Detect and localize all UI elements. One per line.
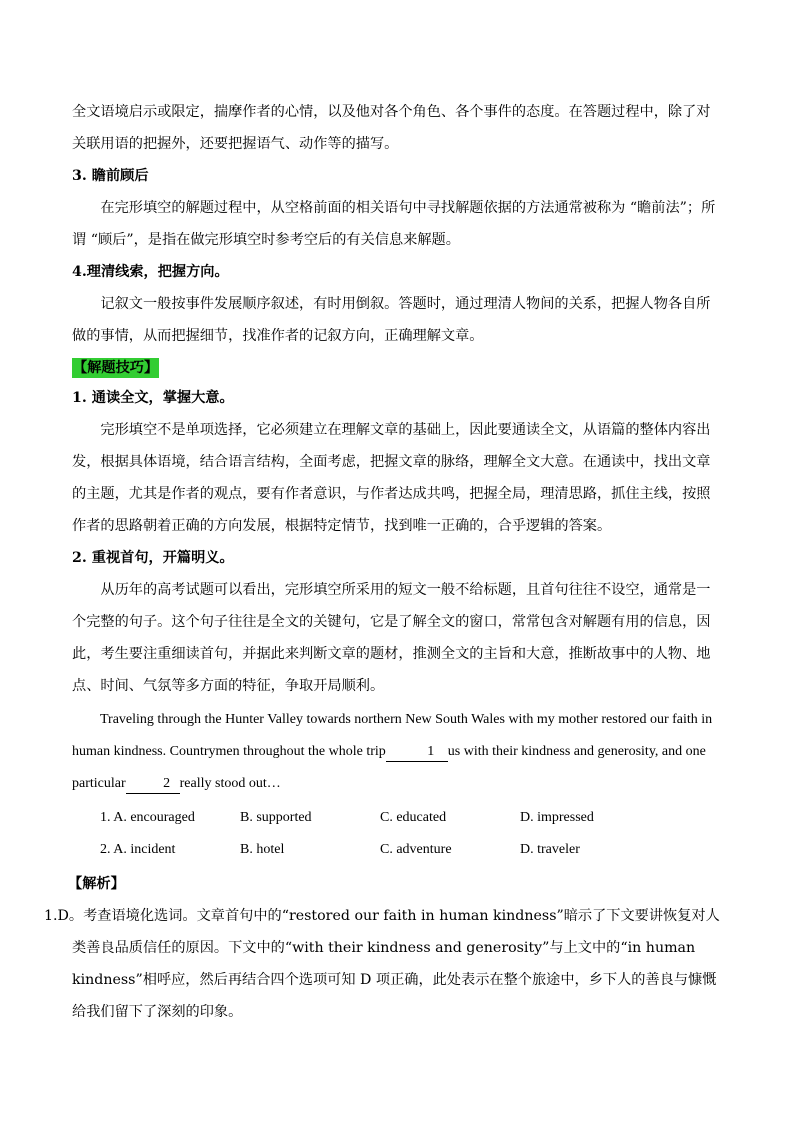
heading-tip-1: 1. 通读全文，掌握大意。 xyxy=(72,390,234,406)
section-tag-wrap xyxy=(72,352,724,382)
q1-option-a: 1. A. encouraged xyxy=(100,810,195,825)
heading-clues: 4.理清线索，把握方向。 xyxy=(72,264,229,280)
passage-text-2: us with their kindness and generosity, and one particular xyxy=(72,744,706,791)
paragraph-tip-1: 完形填空不是单项选择，它必须建立在理解文章的基础上，因此要通读全文，从语篇的整体内容出发，根据具体语境，结合语言结构，全面考虑，把握文章的脉络，理解全文大意。在通读中，找出文章的主题，尤其是作者的观点，要有作者意识，与作者达成共鸣，把握全局，理清思路，抓住主线，按照作者的思路朝着正确的方向发展，根据特定情节，找到唯一正确的，合乎逻辑的答案。 xyxy=(72,422,711,534)
paragraph-clues: 记叙文一般按事件发展顺序叙述，有时用倒叙。答题时，通过理清人物间的关系，把握人物各自所做的事情，从而把握细节，找准作者的记叙方向，正确理解文章。 xyxy=(72,296,711,344)
heading-look-around: 3. 瞻前顾后 xyxy=(72,168,149,184)
q1-option-b: B. supported xyxy=(240,810,312,825)
heading-tip-2: 2. 重视首句，开篇明义。 xyxy=(72,550,234,566)
analysis-label: 【解析】 xyxy=(68,876,125,892)
q2-option-c: C. adventure xyxy=(380,842,452,857)
document-body xyxy=(44,96,724,1028)
analysis-block xyxy=(44,900,724,1028)
analysis-text: 1.D。考查语境化选词。文章首句中的“restored our faith in human kindness”暗示了下文要讲恢复对人类善良品质信任的原因。下文中的“with their kindness and generosity”与上文中的“in human kindness”相呼应，然后再结合四个选项可知 D 项正确，此处表示在整个旅途中，乡下人的善良与慷慨给我们留下了深刻的印象。 xyxy=(44,908,720,1020)
question-2-options xyxy=(72,834,724,866)
passage-text-1: Traveling through the Hunter Valley towards northern New South Wales with my mother restored our faith in human kindness. Countrymen throughout the whole trip xyxy=(72,712,713,759)
blank-2: 2 xyxy=(126,775,180,794)
example-passage xyxy=(72,704,724,800)
paragraph-tip-2: 从历年的高考试题可以看出，完形填空所采用的短文一般不给标题，且首句往往不设空，通常是一个完整的句子。这个句子往往是全文的关键句，它是了解全文的窗口，常常包含对解题有用的信息，因此，考生要注重细读首句，并据此来判断文章的题材，推测全文的主旨和大意，推断故事中的人物、地点、时间、气氛等多方面的特征，争取开局顺利。 xyxy=(72,582,711,694)
q2-option-a: 2. A. incident xyxy=(100,842,176,857)
blank-1: 1 xyxy=(386,743,448,762)
q1-option-d: D. impressed xyxy=(520,810,594,825)
q1-option-c: C. educated xyxy=(380,810,447,825)
paragraph-continued: 全文语境启示或限定，揣摩作者的心情，以及他对各个角色、各个事件的态度。在答题过程中，除了对关联用语的把握外，还要把握语气、动作等的描写。 xyxy=(72,104,711,152)
section-tag-tips: 【解题技巧】 xyxy=(73,360,159,376)
q2-option-d: D. traveler xyxy=(520,842,580,857)
question-1-options xyxy=(72,802,724,834)
passage-text-3: really stood out… xyxy=(179,776,281,791)
q2-option-b: B. hotel xyxy=(240,842,285,857)
paragraph-look-around: 在完形填空的解题过程中，从空格前面的相关语句中寻找解题依据的方法通常被称为 “瞻前法”；所谓 “顾后”，是指在做完形填空时参考空后的有关信息来解题。 xyxy=(72,200,716,248)
